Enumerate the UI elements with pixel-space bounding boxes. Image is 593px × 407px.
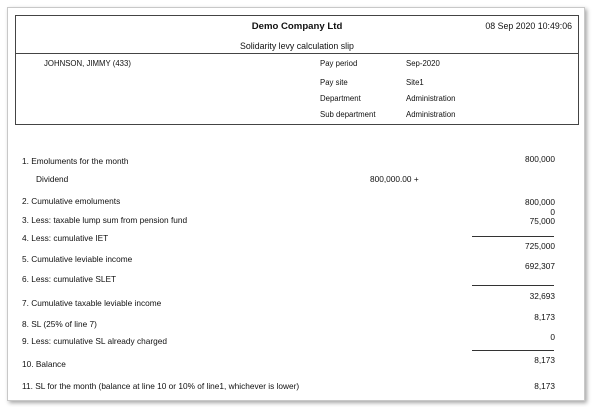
line-2-label: 2. Cumulative emoluments bbox=[22, 196, 121, 206]
sub-department-value: Administration bbox=[406, 110, 456, 119]
line-11-value: 8,173 bbox=[534, 381, 555, 391]
report-title: Solidarity levy calculation slip bbox=[240, 41, 354, 51]
subtotal-rule bbox=[472, 350, 554, 351]
line-6-label: 6. Less: cumulative SLET bbox=[22, 274, 117, 284]
department-value: Administration bbox=[406, 94, 456, 103]
line-8-value: 8,173 bbox=[534, 312, 555, 322]
line-4-value: 725,000 bbox=[525, 241, 555, 251]
pay-period-label: Pay period bbox=[320, 59, 358, 68]
company-name: Demo Company Ltd bbox=[251, 21, 343, 32]
report-header bbox=[15, 15, 579, 54]
line-5-label: 5. Cumulative leviable income bbox=[22, 254, 133, 264]
line-3-value-a: 0 bbox=[550, 207, 555, 217]
department-label: Department bbox=[320, 94, 361, 103]
employee-name: JOHNSON, JIMMY (433) bbox=[44, 59, 131, 68]
dividend-label: Dividend bbox=[36, 174, 69, 184]
line-9-label: 9. Less: cumulative SL already charged bbox=[22, 336, 167, 346]
line-7-label: 7. Cumulative taxable leviable income bbox=[22, 298, 162, 308]
line-10-value: 8,173 bbox=[534, 355, 555, 365]
line-11-label: 11. SL for the month (balance at line 10 or 10% of line1, whichever is lower) bbox=[22, 381, 300, 391]
pay-site-label: Pay site bbox=[320, 78, 348, 87]
line-5-value: 692,307 bbox=[525, 261, 555, 271]
subtotal-rule bbox=[472, 285, 554, 286]
pay-site-value: Site1 bbox=[406, 78, 424, 87]
line-8-label: 8. SL (25% of line 7) bbox=[22, 319, 97, 329]
employee-info bbox=[15, 51, 579, 125]
line-1-value: 800,000 bbox=[525, 154, 555, 164]
line-3-value-b: 75,000 bbox=[529, 216, 555, 226]
line-7-value: 32,693 bbox=[529, 291, 555, 301]
subtotal-rule bbox=[472, 236, 554, 237]
pay-period-value: Sep-2020 bbox=[406, 59, 440, 68]
sub-department-label: Sub department bbox=[320, 110, 376, 119]
line-9-value: 0 bbox=[550, 332, 555, 342]
line-1-label: 1. Emoluments for the month bbox=[22, 156, 129, 166]
line-4-label: 4. Less: cumulative IET bbox=[22, 233, 109, 243]
dividend-amount: 800,000.00 + bbox=[370, 174, 419, 184]
report-datetime: 08 Sep 2020 10:49:06 bbox=[485, 21, 572, 31]
line-10-label: 10. Balance bbox=[22, 359, 66, 369]
line-2-value: 800,000 bbox=[525, 197, 555, 207]
report-frame bbox=[7, 7, 585, 401]
line-3-label: 3. Less: taxable lump sum from pension fund bbox=[22, 215, 188, 225]
